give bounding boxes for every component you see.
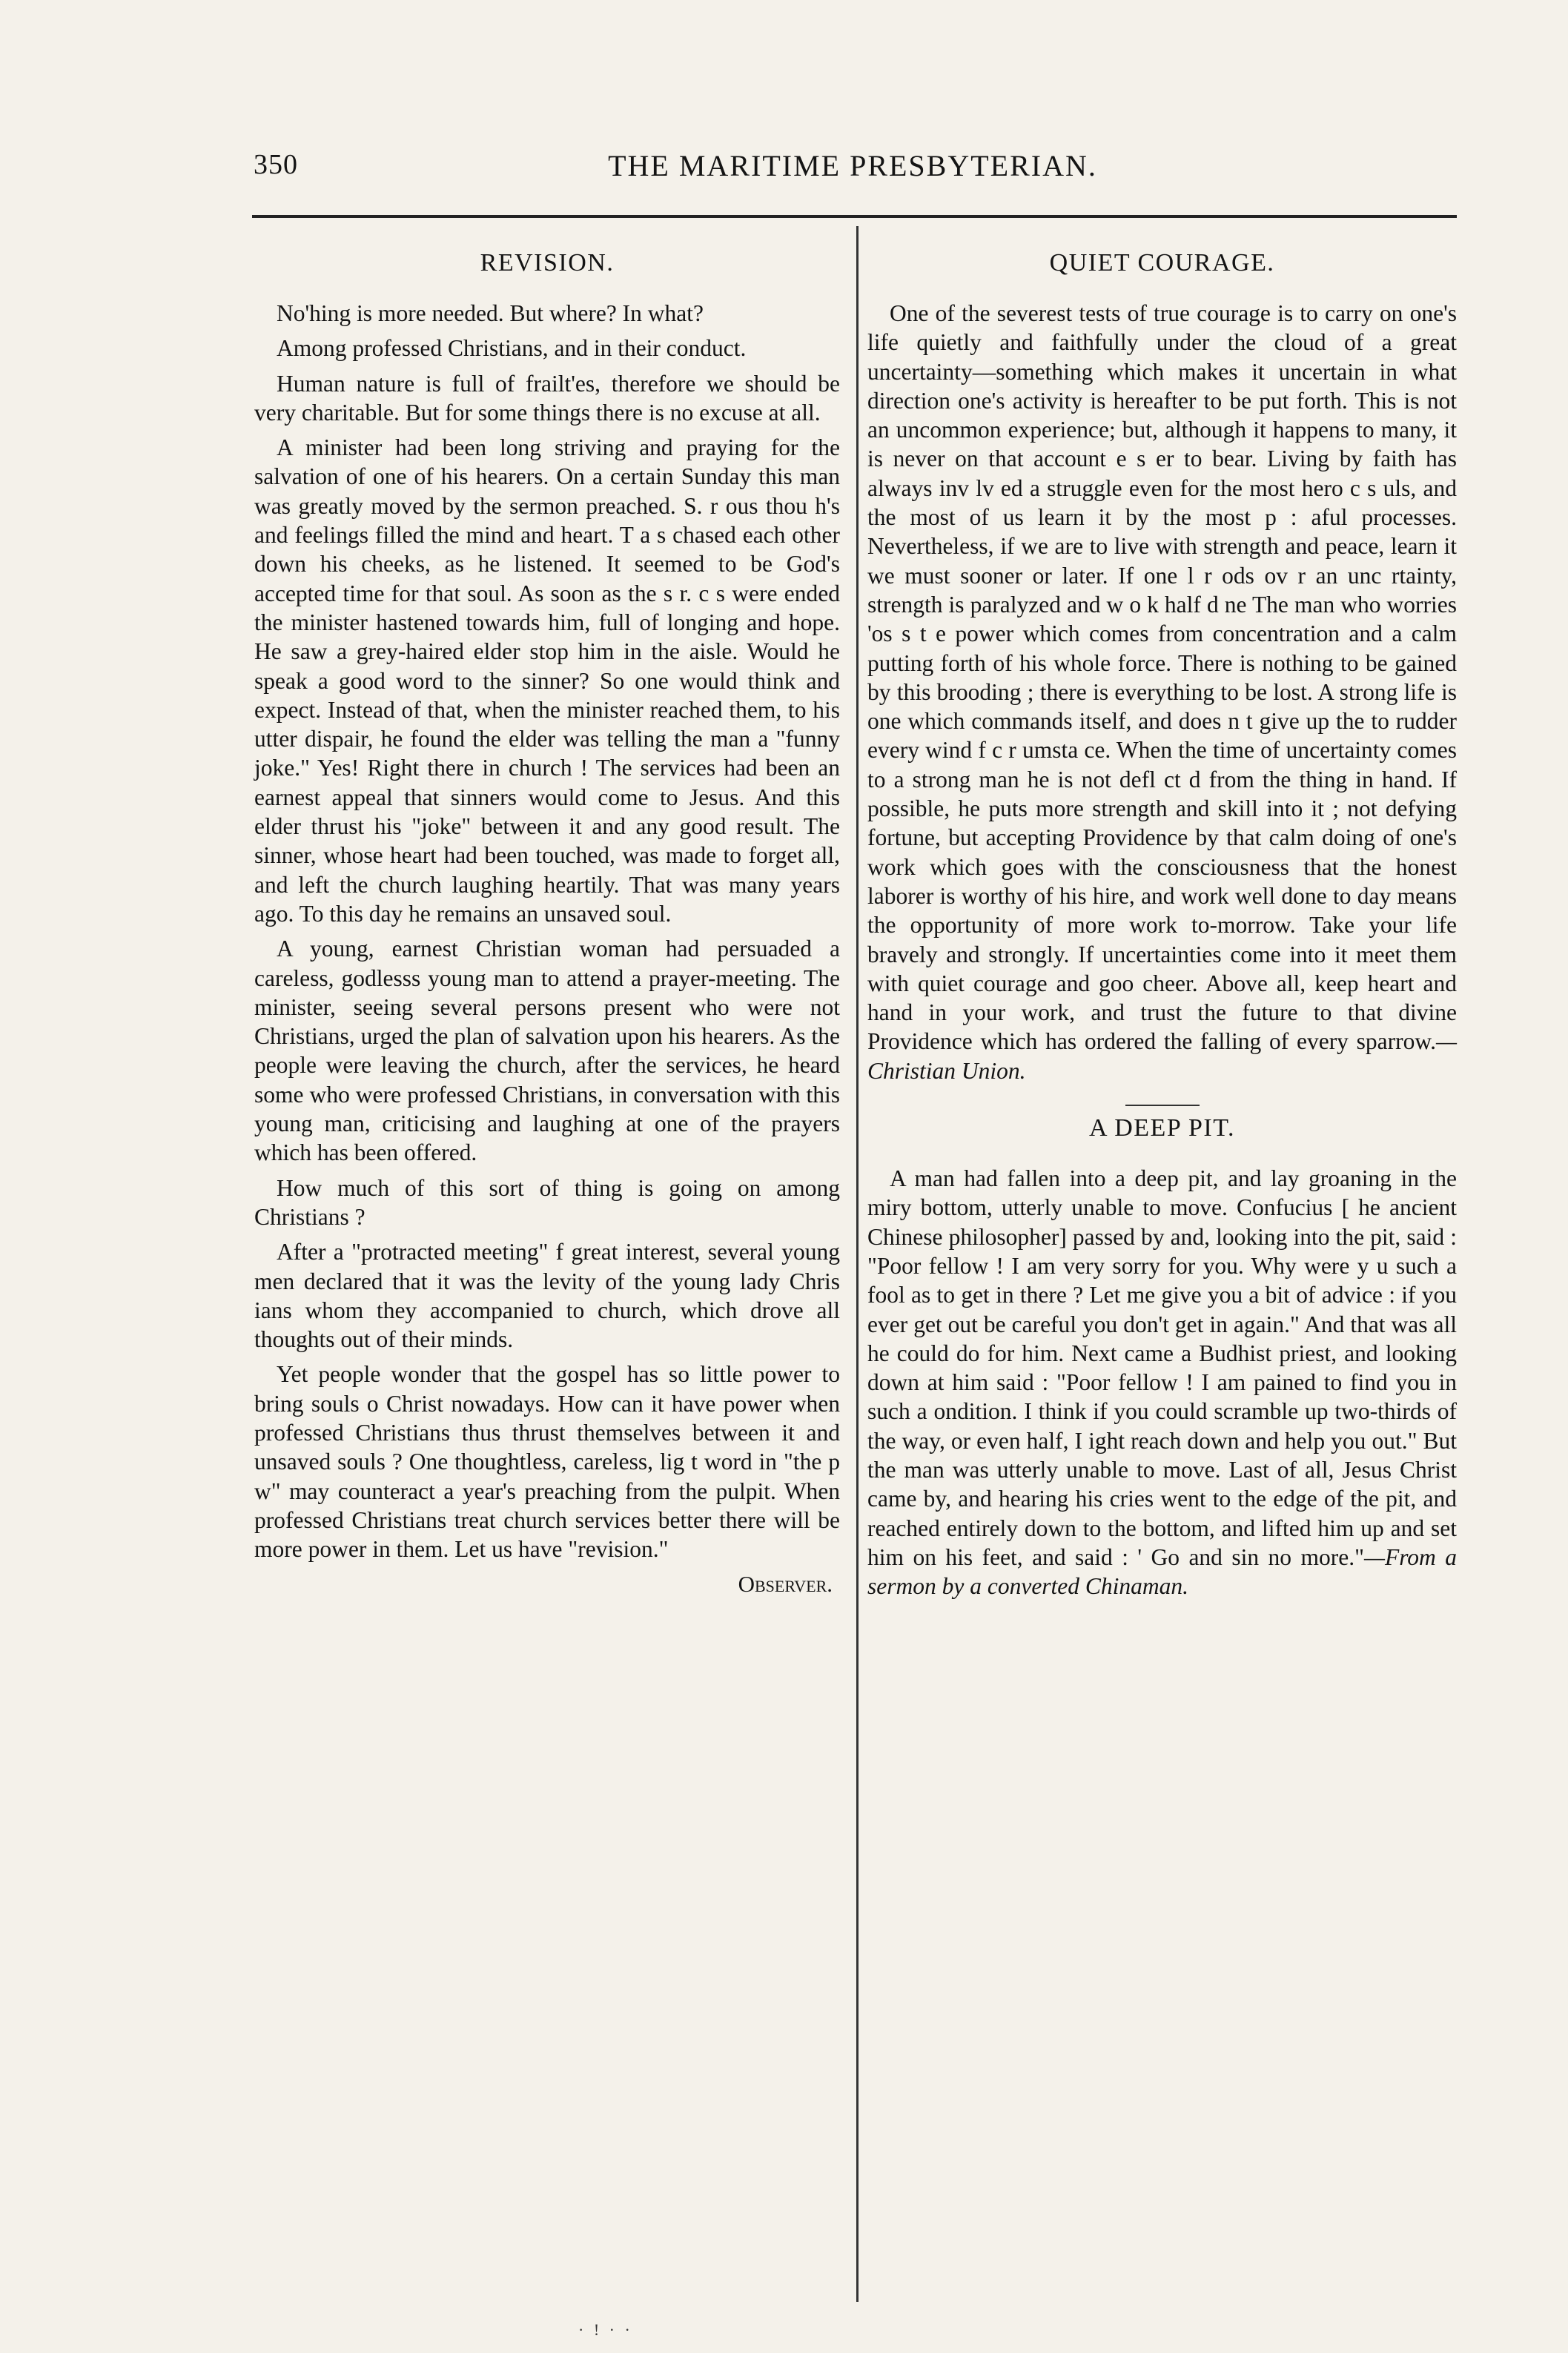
left-column — [254, 248, 840, 1599]
article-paragraph: How much of this sort of thing is going on among Christians ? — [254, 1174, 840, 1230]
article-paragraph: A minister had been long striving and praying for the salvation of one of his hearers. On a certain Sunday this man was greatly moved by the sermon preached. S. r ous thou h's and feelings filled the mind and heart. T a s chased each other down his cheeks, as he listened. It seemed to be God's accepted time for that soul. As soon as the s r. c s were ended the minister hastened towards him, full of longing and hope. He saw a grey-haired elder stop him in the aisle. Would he speak a good word to the sinner? So one would think and expect. Instead of that, when the minister reached them, to his utter dispair, he found the elder was telling the man a "funny joke." Yes! Right there in church ! The services had been an earnest appeal that sinners would come to Jesus. And this elder thrust his "joke" between it and any good result. The sinner, whose heart had been touched, was made to forget all, and left the church laughing heartily. That was many years ago. To this day he remains an unsaved soul. — [254, 434, 840, 927]
article-paragraph: Human nature is full of frailt'es, therefore we should be very charitable. But for some things there is no excuse at all. — [254, 370, 840, 426]
article-attribution: —Christian Union. — [867, 1028, 1457, 1084]
paragraph-text: One of the severest tests of true courage is to carry on one's life quietly and faithfully under the cloud of a great uncertainty—something which makes it uncertain in what direction one's activity is hereafter to be put forth. This is not an uncommon experience; but, although it happens to many, it is never on that account e s er to bear. Living by faith has always inv lv ed a struggle even for the most hero c s uls, and the most of us learn it by the most p : aful processes. Nevertheless, if we are to live with strength and peace, learn it we must sooner or later. If one l r ods ov r an unc rtainty, strength is paralyzed and w o k half d ne The man who worries 'os s t e power which comes from concentration and a calm putting forth of his whole force. There is nothing to be gained by this brooding ; there is everything to be lost. A strong life is one which commands itself, and does n t give up the to rudder every wind f c r umsta ce. When the time of uncertainty comes to a strong man he is not defl ct d from the thing in hand. If possible, he puts more strength and skill into it ; not defying fortune, but accepting Providence by that calm doing of one's work which goes with the consciousness that the honest laborer is worthy of his hire, and work well done to day means the opportunity of more work to-morrow. Take your life bravely and strongly. If uncertainties come into it meet them with quiet courage and goo cheer. Above all, keep heart and hand in your work, and trust the future to that divine Providence which has ordered the falling of every sparrow. — [867, 300, 1457, 1055]
page-header — [245, 148, 1461, 193]
page-number: 350 — [254, 149, 298, 180]
footer-specks: · ! · · — [578, 2320, 633, 2339]
paragraph-text: A man had fallen into a deep pit, and lay groaning in the miry bottom, utterly unable to move. Confucius [ he ancient Chinese philosopher] passed by and, looking into the pit, said : "Poor fellow ! I am very sorry for you. Why were y u such a fool as to get in there ? Let me give you a bit of advice : if you ever get out be careful you don't get in again." And that was all he could do for him. Next came a Budhist priest, and looking down at him said : "Poor fellow ! I am pained to find you in such a ondition. I think if you could scramble up two-thirds of the way, or even half, I ight reach down and help you out." But the man was utterly unable to move. Last of all, Jesus Christ came by, and hearing his cries went to the edge of the pit, and reached entirely down to the bottom, and lifted him up and set him on his feet, and said : ' Go and sin no more." — [867, 1165, 1457, 1570]
article-paragraph: Yet people wonder that the gospel has so little power to bring souls o Christ nowadays. How can it have power when professed Christians thus thrust themselves between it and unsaved souls ? One thoughtless, careless, lig t word in "the p w" may counteract a year's preaching from the pulpit. When professed Christians treat church services better there will be more power in them. Let us have "revision." — [254, 1361, 840, 1563]
article-paragraph: A young, earnest Christian woman had persuaded a careless, godlesss young man to attend a prayer-meeting. The minister, seeing several persons present who were not Christians, urged the plan of salvation upon his hearers. As the people were leaving the church, after the services, he heard some who were professed Christians, in conversation with this young man, criticising and laughing at one of the prayers which has been offered. — [254, 936, 840, 1166]
article-paragraph — [867, 1164, 1457, 1601]
journal-title: THE MARITIME PRESBYTERIAN. — [608, 149, 1097, 182]
right-column — [867, 248, 1457, 1606]
article-paragraph: No'hing is more needed. But where? In what? — [277, 300, 704, 326]
article-heading-revision: REVISION. — [480, 249, 615, 277]
article-heading-quiet-courage: QUIET COURAGE. — [1049, 249, 1275, 277]
column-divider — [856, 226, 859, 2302]
article-paragraph: Among professed Christians, and in their conduct. — [277, 335, 747, 362]
article-attribution: —From a sermon by a converted Chinaman. — [867, 1543, 1457, 1600]
header-rule — [252, 215, 1457, 218]
article-signature: Observer. — [738, 1571, 833, 1598]
article-heading-deep-pit: A DEEP PIT. — [1089, 1114, 1235, 1142]
article-paragraph: After a "protracted meeting" f great interest, several young men declared that it was the levity of the young lady Chris ians whom they accompanied to church, which drove all thoughts out of their minds. — [254, 1239, 840, 1353]
article-paragraph — [867, 299, 1457, 1085]
section-divider — [1125, 1105, 1200, 1106]
